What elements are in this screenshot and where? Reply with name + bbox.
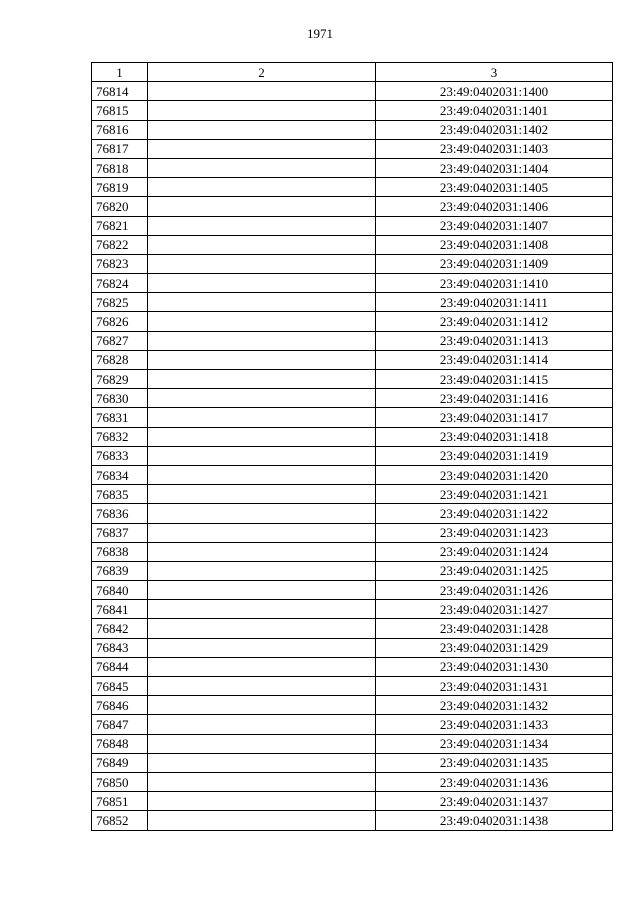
table-cell-col-2: [148, 465, 376, 484]
table-cell-col-2: [148, 485, 376, 504]
table-cell-col-3: 23:49:0402031:1422: [376, 504, 613, 523]
table-cell-col-3: 23:49:0402031:1401: [376, 101, 613, 120]
table-cell-col-3: 23:49:0402031:1434: [376, 734, 613, 753]
table-cell-col-2: [148, 734, 376, 753]
table-cell-col-1: 76842: [92, 619, 148, 638]
table-cell-col-1: 76846: [92, 696, 148, 715]
table-cell-col-2: [148, 792, 376, 811]
table-cell-col-1: 76836: [92, 504, 148, 523]
table-cell-col-1: 76825: [92, 293, 148, 312]
column-header-1: 1: [92, 63, 148, 82]
table-cell-col-2: [148, 561, 376, 580]
page-number: 1971: [307, 26, 333, 41]
table-cell-col-2: [148, 389, 376, 408]
table-cell-col-1: 76834: [92, 465, 148, 484]
table-cell-col-3: 23:49:0402031:1425: [376, 561, 613, 580]
table-cell-col-2: [148, 657, 376, 676]
table-cell-col-2: [148, 811, 376, 830]
table-cell-col-2: [148, 274, 376, 293]
table-cell-col-2: [148, 101, 376, 120]
table-cell-col-1: 76835: [92, 485, 148, 504]
table-cell-col-1: 76850: [92, 772, 148, 791]
table-cell-col-1: 76830: [92, 389, 148, 408]
column-header-3: 3: [376, 63, 613, 82]
table-cell-col-2: [148, 120, 376, 139]
table-cell-col-2: [148, 581, 376, 600]
table-cell-col-1: 76822: [92, 235, 148, 254]
table-cell-col-3: 23:49:0402031:1428: [376, 619, 613, 638]
table-cell-col-3: 23:49:0402031:1419: [376, 446, 613, 465]
table-row: [92, 120, 613, 139]
table-row: [92, 715, 613, 734]
table-row: [92, 734, 613, 753]
table-cell-col-1: 76845: [92, 677, 148, 696]
table-cell-col-2: [148, 350, 376, 369]
table-cell-col-1: 76823: [92, 254, 148, 273]
table-cell-col-2: [148, 331, 376, 350]
table-cell-col-1: 76818: [92, 158, 148, 177]
table-cell-col-3: 23:49:0402031:1429: [376, 638, 613, 657]
table-row: [92, 101, 613, 120]
table-row: [92, 581, 613, 600]
table-cell-col-3: 23:49:0402031:1432: [376, 696, 613, 715]
table-row: [92, 293, 613, 312]
table-cell-col-2: [148, 370, 376, 389]
table-row: [92, 772, 613, 791]
table-cell-col-2: [148, 254, 376, 273]
table-cell-col-3: 23:49:0402031:1417: [376, 408, 613, 427]
table-cell-col-1: 76840: [92, 581, 148, 600]
table-row: [92, 657, 613, 676]
table-cell-col-2: [148, 293, 376, 312]
registry-table: [91, 62, 613, 831]
table-row: [92, 197, 613, 216]
table-cell-col-2: [148, 197, 376, 216]
table-row: [92, 216, 613, 235]
table-row: [92, 504, 613, 523]
table-cell-col-3: 23:49:0402031:1402: [376, 120, 613, 139]
table-row: [92, 389, 613, 408]
table-cell-col-3: 23:49:0402031:1424: [376, 542, 613, 561]
table-cell-col-3: 23:49:0402031:1423: [376, 523, 613, 542]
table-cell-col-3: 23:49:0402031:1403: [376, 139, 613, 158]
table-row: [92, 696, 613, 715]
table-cell-col-2: [148, 638, 376, 657]
table-cell-col-1: 76852: [92, 811, 148, 830]
table-row: [92, 792, 613, 811]
table-cell-col-3: 23:49:0402031:1412: [376, 312, 613, 331]
table-cell-col-2: [148, 235, 376, 254]
table-cell-col-1: 76829: [92, 370, 148, 389]
table-cell-col-3: 23:49:0402031:1400: [376, 82, 613, 101]
table-cell-col-1: 76838: [92, 542, 148, 561]
table-row: [92, 408, 613, 427]
table-row: [92, 485, 613, 504]
table-row: [92, 619, 613, 638]
table-cell-col-3: 23:49:0402031:1420: [376, 465, 613, 484]
table-row: [92, 254, 613, 273]
table-cell-col-3: 23:49:0402031:1427: [376, 600, 613, 619]
table-row: [92, 523, 613, 542]
table-row: [92, 312, 613, 331]
table-cell-col-2: [148, 427, 376, 446]
table-row: [92, 638, 613, 657]
table-cell-col-2: [148, 772, 376, 791]
table-cell-col-3: 23:49:0402031:1415: [376, 370, 613, 389]
table-cell-col-2: [148, 619, 376, 638]
table-cell-col-2: [148, 139, 376, 158]
table-row: [92, 178, 613, 197]
table-cell-col-1: 76817: [92, 139, 148, 158]
table-cell-col-1: 76849: [92, 753, 148, 772]
table-cell-col-1: 76841: [92, 600, 148, 619]
table-body: [92, 63, 613, 831]
table-cell-col-3: 23:49:0402031:1436: [376, 772, 613, 791]
table-cell-col-1: 76824: [92, 274, 148, 293]
table-header-row: [92, 63, 613, 82]
table-cell-col-3: 23:49:0402031:1409: [376, 254, 613, 273]
table-row: [92, 677, 613, 696]
table-cell-col-3: 23:49:0402031:1405: [376, 178, 613, 197]
table-cell-col-2: [148, 542, 376, 561]
table-cell-col-1: 76828: [92, 350, 148, 369]
table-cell-col-3: 23:49:0402031:1438: [376, 811, 613, 830]
table-cell-col-3: 23:49:0402031:1414: [376, 350, 613, 369]
table-cell-col-1: 76826: [92, 312, 148, 331]
table-cell-col-3: 23:49:0402031:1435: [376, 753, 613, 772]
table-cell-col-1: 76832: [92, 427, 148, 446]
table-cell-col-3: 23:49:0402031:1426: [376, 581, 613, 600]
table-cell-col-1: 76844: [92, 657, 148, 676]
table-cell-col-3: 23:49:0402031:1418: [376, 427, 613, 446]
table-row: [92, 139, 613, 158]
column-header-2: 2: [148, 63, 376, 82]
table-cell-col-3: 23:49:0402031:1437: [376, 792, 613, 811]
table-row: [92, 446, 613, 465]
table-cell-col-1: 76837: [92, 523, 148, 542]
table-row: [92, 158, 613, 177]
table-row: [92, 235, 613, 254]
table-cell-col-2: [148, 715, 376, 734]
table-cell-col-3: 23:49:0402031:1408: [376, 235, 613, 254]
table-row: [92, 274, 613, 293]
table-cell-col-2: [148, 523, 376, 542]
table-cell-col-1: 76821: [92, 216, 148, 235]
table-cell-col-3: 23:49:0402031:1411: [376, 293, 613, 312]
table-cell-col-3: 23:49:0402031:1433: [376, 715, 613, 734]
table-cell-col-2: [148, 312, 376, 331]
table-row: [92, 331, 613, 350]
table-row: [92, 465, 613, 484]
table-row: [92, 811, 613, 830]
table-cell-col-2: [148, 82, 376, 101]
table-cell-col-2: [148, 446, 376, 465]
table-cell-col-2: [148, 677, 376, 696]
table-cell-col-3: 23:49:0402031:1431: [376, 677, 613, 696]
table-cell-col-1: 76820: [92, 197, 148, 216]
table-cell-col-1: 76827: [92, 331, 148, 350]
table-cell-col-2: [148, 178, 376, 197]
table-cell-col-1: 76847: [92, 715, 148, 734]
table-cell-col-3: 23:49:0402031:1407: [376, 216, 613, 235]
table-cell-col-2: [148, 753, 376, 772]
table-row: [92, 427, 613, 446]
table-cell-col-2: [148, 504, 376, 523]
table-cell-col-1: 76831: [92, 408, 148, 427]
table-cell-col-3: 23:49:0402031:1406: [376, 197, 613, 216]
table-cell-col-2: [148, 696, 376, 715]
table-cell-col-2: [148, 600, 376, 619]
table-cell-col-1: 76815: [92, 101, 148, 120]
table-cell-col-1: 76848: [92, 734, 148, 753]
table-row: [92, 600, 613, 619]
table-row: [92, 753, 613, 772]
table-cell-col-2: [148, 158, 376, 177]
table-row: [92, 542, 613, 561]
table-cell-col-1: 76843: [92, 638, 148, 657]
table-cell-col-1: 76819: [92, 178, 148, 197]
table-cell-col-3: 23:49:0402031:1430: [376, 657, 613, 676]
table-cell-col-3: 23:49:0402031:1410: [376, 274, 613, 293]
table-cell-col-1: 76816: [92, 120, 148, 139]
table-row: [92, 350, 613, 369]
table-row: [92, 370, 613, 389]
table-cell-col-1: 76814: [92, 82, 148, 101]
table-cell-col-2: [148, 216, 376, 235]
table-row: [92, 82, 613, 101]
table-row: [92, 561, 613, 580]
table-cell-col-3: 23:49:0402031:1421: [376, 485, 613, 504]
table-cell-col-2: [148, 408, 376, 427]
table-cell-col-1: 76833: [92, 446, 148, 465]
table-cell-col-3: 23:49:0402031:1416: [376, 389, 613, 408]
table-cell-col-1: 76839: [92, 561, 148, 580]
table-cell-col-1: 76851: [92, 792, 148, 811]
table-cell-col-3: 23:49:0402031:1413: [376, 331, 613, 350]
table-cell-col-3: 23:49:0402031:1404: [376, 158, 613, 177]
